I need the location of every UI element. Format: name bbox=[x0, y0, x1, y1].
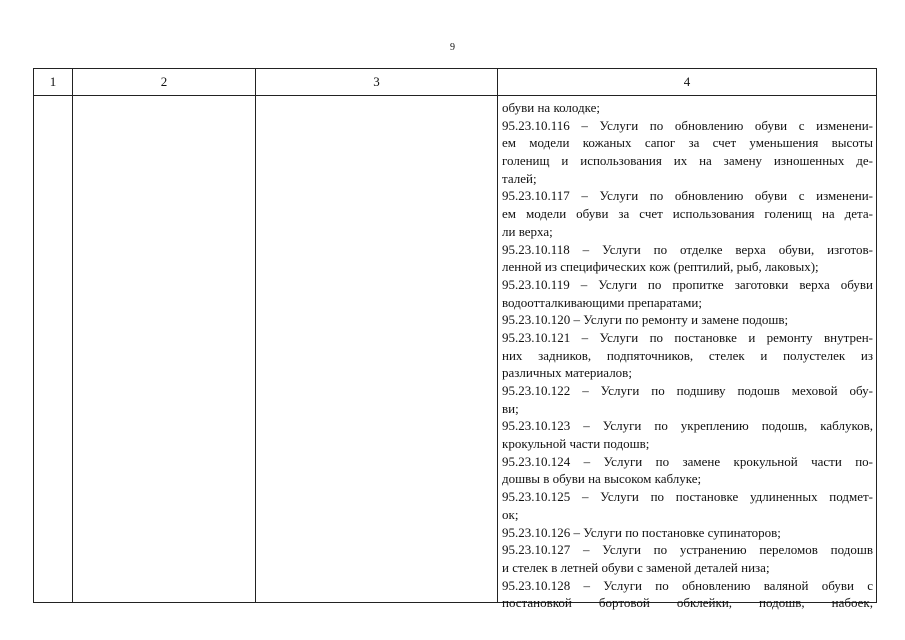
text-line: 95.23.10.125 – Услуги по постановке удлиненных подмет- bbox=[502, 489, 873, 505]
text-line: ем модели обуви за счет использования голенищ на дета- bbox=[502, 206, 873, 222]
text-line: постановкой бортовой обклейки, подошв, набоек, bbox=[502, 595, 873, 611]
text-line: 95.23.10.128 – Услуги по обновлению валяной обуви с bbox=[502, 577, 873, 593]
text-line: голенищ и использования их на замену изношенных де- bbox=[502, 153, 873, 169]
text-line: и стелек в летней обуви с заменой деталей низа; bbox=[502, 559, 770, 575]
cell-column-4 bbox=[498, 96, 877, 611]
text-line: ок; bbox=[502, 506, 519, 522]
text-line: 95.23.10.123 – Услуги по укреплению подошв, каблуков, bbox=[502, 418, 873, 434]
text-line: различных материалов; bbox=[502, 365, 632, 381]
text-line: обуви на колодке; bbox=[502, 100, 601, 115]
text-line: 95.23.10.120 – Услуги по ремонту и замене подошв; bbox=[502, 312, 789, 328]
text-line: 95.23.10.121 – Услуги по постановке и ремонту внутрен- bbox=[502, 329, 873, 345]
cell-column-1 bbox=[34, 96, 73, 603]
column-header-1: 1 bbox=[34, 69, 73, 96]
text-line: 95.23.10.116 – Услуги по обновлению обуви с изменени- bbox=[502, 117, 873, 133]
text-line: них задников, подпяточников, стелек и полустелек из bbox=[502, 347, 873, 363]
cell-column-3 bbox=[256, 96, 498, 603]
text-line: дошвы в обуви на высоком каблуке; bbox=[502, 471, 702, 487]
text-line: 95.23.10.119 – Услуги по пропитке заготовки верха обуви bbox=[502, 276, 873, 292]
document-table bbox=[33, 68, 877, 611]
text-line: 95.23.10.122 – Услуги по подшиву подошв меховой обу- bbox=[502, 383, 873, 398]
text-line: ем модели кожаных сапог за счет уменьшения высоты bbox=[502, 135, 873, 151]
text-line: ленной из специфических кож (рептилий, рыб, лаковых); bbox=[502, 259, 819, 275]
column-header-4: 4 bbox=[498, 69, 877, 96]
text-line: ли верха; bbox=[502, 223, 553, 239]
text-line: 95.23.10.118 – Услуги по отделке верха обуви, изготов- bbox=[502, 241, 873, 257]
cell-column-2 bbox=[73, 96, 256, 603]
text-line: 95.23.10.124 – Услуги по замене крокульной части по- bbox=[502, 453, 873, 469]
table-row bbox=[34, 96, 877, 603]
page-number: 9 bbox=[450, 42, 455, 53]
text-line: талей; bbox=[502, 170, 537, 186]
text-line: водоотталкивающими препаратами; bbox=[502, 294, 702, 310]
text-line: 95.23.10.127 – Услуги по устранению переломов подошв bbox=[502, 542, 873, 558]
text-line: крокульной части подошв; bbox=[502, 436, 650, 452]
text-line: ви; bbox=[502, 400, 519, 416]
table-header-row bbox=[34, 69, 877, 96]
service-list-text bbox=[498, 96, 876, 611]
column-header-3: 3 bbox=[256, 69, 498, 96]
column-header-2: 2 bbox=[73, 69, 256, 96]
text-line: 95.23.10.117 – Услуги по обновлению обуви с изменени- bbox=[502, 188, 873, 204]
text-line: 95.23.10.126 – Услуги по постановке супинаторов; bbox=[502, 524, 781, 540]
